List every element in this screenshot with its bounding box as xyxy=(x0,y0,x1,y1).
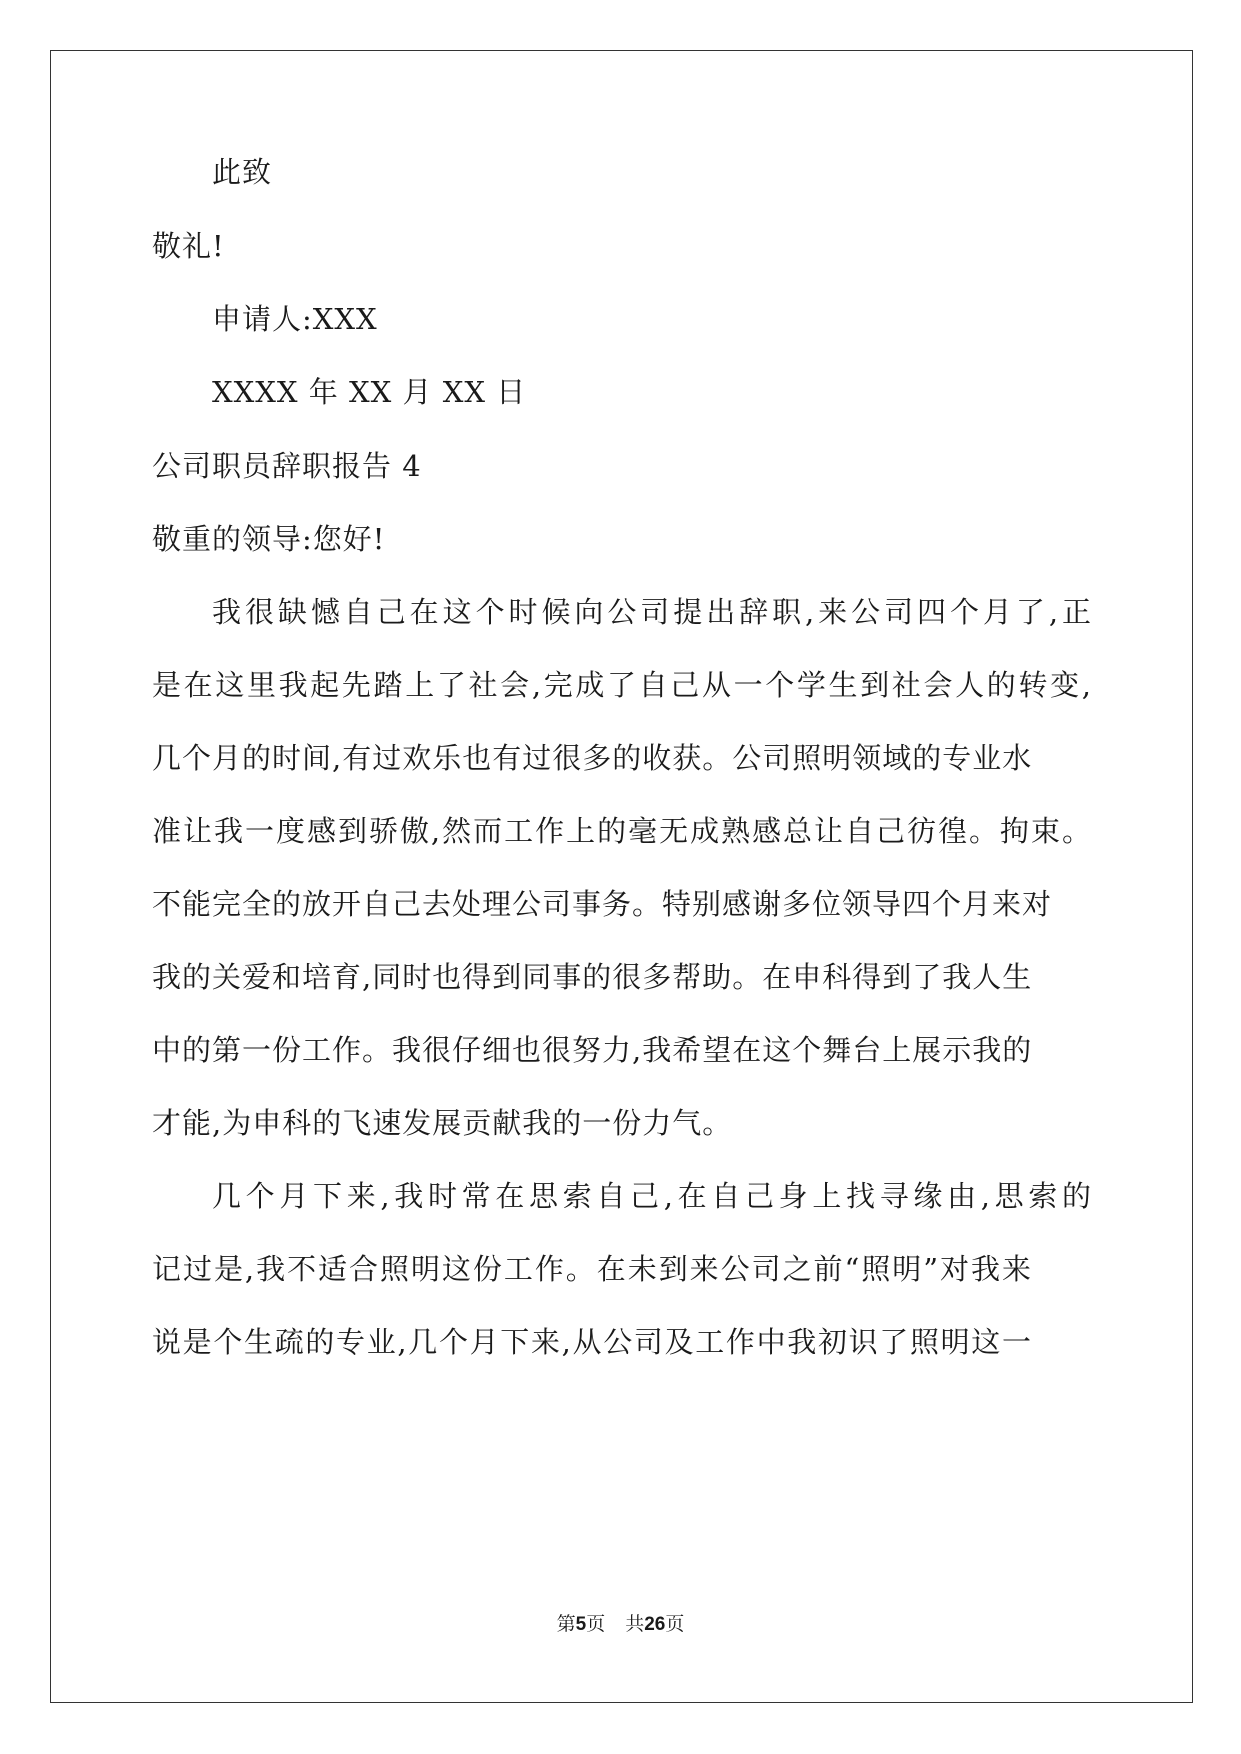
footer-total-prefix: 共 xyxy=(625,1613,645,1635)
paragraph-1-line-5: 不能完全的放开自己去处理公司事务。特别感谢多位领导四个月来对 xyxy=(152,887,1053,921)
page-footer xyxy=(0,1612,1241,1637)
page-border xyxy=(50,50,1193,1703)
footer-page-number: 5 xyxy=(575,1614,587,1635)
closing-salutation: 此致 xyxy=(212,155,273,189)
paragraph-1-line-6: 我的关爱和培育,同时也得到同事的很多帮助。在申科得到了我人生 xyxy=(152,960,1033,994)
paragraph-1-line-7: 中的第一份工作。我很仔细也很努力,我希望在这个舞台上展示我的 xyxy=(152,1033,1033,1067)
paragraph-1-line-4: 准让我一度感到骄傲,然而工作上的毫无成熟感总让自己彷徨。拘束。 xyxy=(152,814,1092,848)
greeting-line: 敬重的领导:您好! xyxy=(152,522,386,556)
paragraph-1-line-1: 我很缺憾自己在这个时候向公司提出辞职,来公司四个月了,正 xyxy=(212,595,1092,629)
paragraph-1-line-2: 是在这里我起先踏上了社会,完成了自己从一个学生到社会人的转变, xyxy=(152,668,1092,702)
date-line: XXXX 年 XX 月 XX 日 xyxy=(212,375,527,409)
paragraph-2-line-1: 几个月下来,我时常在思索自己,在自己身上找寻缘由,思索的 xyxy=(212,1179,1092,1213)
footer-total-pages: 26 xyxy=(644,1614,666,1635)
footer-page-suffix: 页 xyxy=(586,1613,606,1635)
footer-prefix: 第 xyxy=(556,1613,576,1635)
closing-respect: 敬礼! xyxy=(152,229,225,263)
applicant-line: 申请人:XXX xyxy=(212,302,378,336)
paragraph-2-line-2: 记过是,我不适合照明这份工作。在未到来公司之前“照明”对我来 xyxy=(152,1252,1032,1286)
section-title: 公司职员辞职报告 4 xyxy=(152,449,422,483)
footer-total-suffix: 页 xyxy=(665,1613,685,1635)
paragraph-1-line-8: 才能,为申科的飞速发展贡献我的一份力气。 xyxy=(152,1106,733,1140)
paragraph-1-line-3: 几个月的时间,有过欢乐也有过很多的收获。公司照明领域的专业水 xyxy=(152,741,1033,775)
paragraph-2-line-3: 说是个生疏的专业,几个月下来,从公司及工作中我初识了照明这一 xyxy=(152,1325,1032,1359)
